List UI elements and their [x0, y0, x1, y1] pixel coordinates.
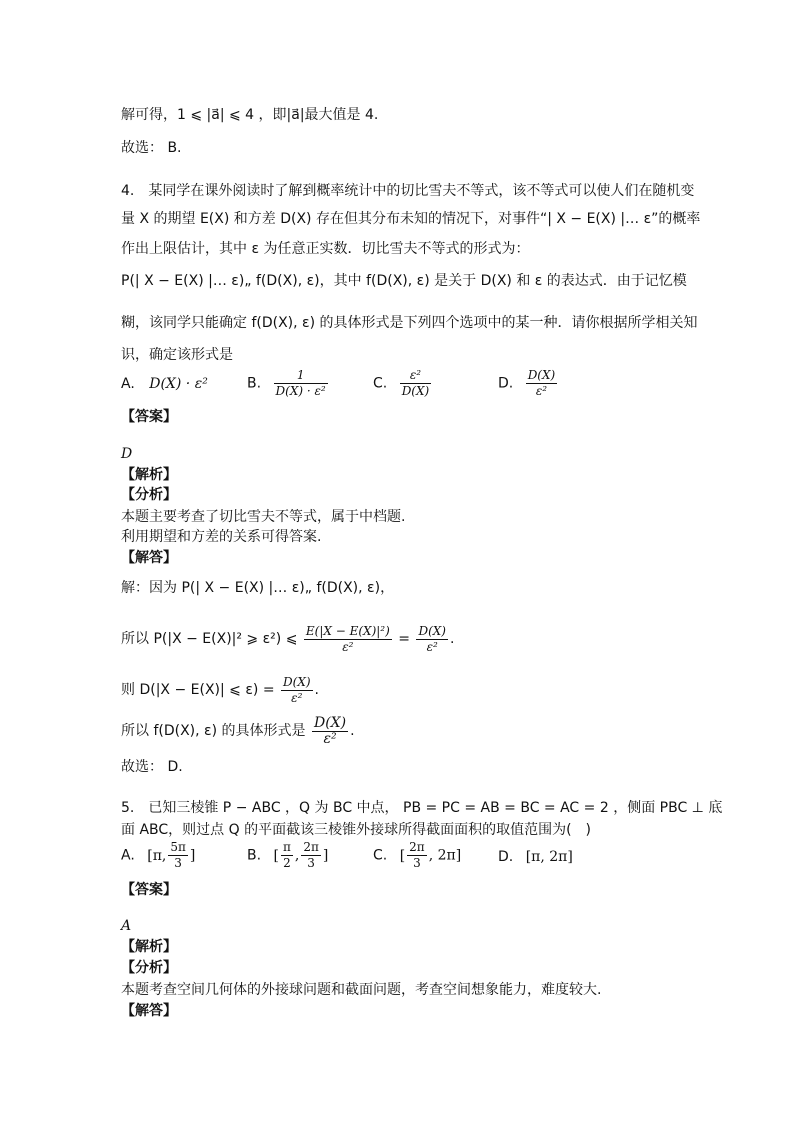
option-letter: B. [247, 375, 262, 392]
question-4-text: 作出上限估计，其中 ε 为任意正实数．切比雪夫不等式的形式为： [121, 241, 530, 257]
answer-value: D [121, 446, 133, 462]
solution-line: 所以 P(|X − E(X)|² ⩾ ε²) ⩽ $\frac{\text{E(|X − E(X)|²)}}{\text{ε²}}$ = $\frac{D(X)}{\text{ε²}}$ . [121, 623, 455, 654]
option-d [498, 368, 559, 399]
jieda-label: 【解答】 [121, 1003, 177, 1019]
fraction-denominator: 3 [307, 856, 315, 870]
fraction-numerator: D(X) [283, 674, 311, 689]
fraction [281, 675, 313, 706]
option-a [121, 376, 208, 392]
option-fraction [407, 840, 427, 871]
solution-line: 所以 f(D(X), ε) 的具体形式是 $\frac{D(X)}{\text{ε²}}$ . [121, 714, 355, 747]
equals-sign: = [398, 631, 410, 647]
question-5-text: 面 ABC，则过点 Q 的平面截该三棱锥外接球所得截面面积的取值范围为( ) [121, 822, 592, 838]
answer-label: 【答案】 [121, 882, 177, 898]
choice-line: 故选： D. [121, 759, 183, 775]
option-b [247, 368, 330, 399]
option-expr: [π, 2π] [525, 849, 573, 865]
fraction-denominator: ε² [342, 639, 354, 654]
fraction-denominator: 2 [283, 856, 291, 870]
solution-line: 解可得，1 ⩽ |a⃗| ⩽ 4 ，即|a⃗|最大值是 4. [121, 107, 379, 123]
fraction-numerator: D(X) [527, 368, 556, 382]
option-letter: A. [121, 847, 135, 864]
solution-text: 所以 P(|X − E(X)|² ⩾ ε²) ⩽ [121, 631, 298, 647]
solution-line: 则 D(|X − E(X)| ⩽ ε) = $\frac{D(X)}{\text{ε²}}$ . [121, 674, 319, 705]
analysis-label: 【解析】 [121, 467, 177, 483]
solution-text: 所以 f(D(X), ε) 的具体形式是 [121, 723, 306, 739]
fraction-numerator: 1 [274, 368, 328, 384]
question-4-text: P(| X − E(X) |… ε)„ f(D(X), ε)，其中 f(D(X), ε) 是关于 D(X) 和 ε 的表达式．由于记忆模 [121, 273, 687, 289]
question-4-text: 识，确定该形式是 [121, 347, 233, 363]
option-letter: C. [373, 847, 388, 864]
option-letter: B. [247, 847, 262, 864]
answer-value: A [121, 918, 132, 934]
option-letter: C. [373, 375, 388, 392]
fraction-numerator: 5π [170, 840, 186, 854]
fenxi-text: 本题考查空间几何体的外接球问题和截面问题，考查空间想象能力，难度较大. [121, 982, 602, 998]
fenxi-text: 本题主要考查了切比雪夫不等式，属于中档题. [121, 509, 406, 525]
option-bracket: , 2π] [428, 847, 462, 864]
fraction-numerator: D(X) [418, 623, 446, 638]
option-bracket: ] [189, 847, 196, 864]
option-c [373, 368, 433, 399]
question-4-text: 量 X 的期望 E(X) 和方差 D(X) 存在但其分布未知的情况下，对事件“| X − E(X) |… ε”的概率 [121, 211, 701, 227]
fraction [304, 624, 392, 655]
question-5-text: 5. 已知三棱锥 P − ABC ，Q 为 BC 中点， PB = PC = AB = BC = AC = 2 ，侧面 PBC ⊥ 底 [121, 800, 723, 816]
option-bracket: [π, [147, 847, 167, 864]
option-fraction [400, 368, 432, 399]
option-bracket: [ [273, 847, 279, 864]
option-fraction [301, 840, 321, 871]
fraction-denominator: D(X) · ε² [275, 384, 326, 398]
solution-text: 则 D(|X − E(X)| ⩽ ε) = [121, 682, 275, 698]
option-letter: D. [498, 849, 514, 865]
fraction-denominator: ε² [323, 730, 337, 747]
answer-label: 【答案】 [121, 409, 177, 425]
fraction-denominator: ε² [426, 639, 438, 654]
fraction-numerator: π [282, 840, 291, 854]
option-bracket: ] [322, 847, 329, 864]
option-separator: , [294, 847, 300, 864]
fenxi-label: 【分析】 [121, 960, 177, 976]
fraction [416, 624, 448, 655]
fraction-numerator: E(|X − E(X)|²) [305, 623, 390, 638]
fraction-denominator: 3 [413, 856, 421, 870]
fraction-denominator: ε² [535, 384, 548, 398]
fenxi-text: 利用期望和方差的关系可得答案. [121, 529, 322, 545]
option-fraction [281, 840, 293, 871]
option-b [247, 840, 328, 871]
choice-line: 故选： B. [121, 140, 182, 156]
solution-line: 解：因为 P(| X − E(X) |… ε)„ f(D(X), ε)， [121, 580, 395, 596]
fraction-numerator: D(X) [313, 714, 347, 731]
jieda-label: 【解答】 [121, 550, 177, 566]
option-c [373, 840, 461, 871]
option-letter: A. [121, 376, 135, 392]
option-letter: D. [498, 375, 514, 392]
analysis-label: 【解析】 [121, 939, 177, 955]
question-4-text: 4. 某同学在课外阅读时了解到概率统计中的切比雪夫不等式，该不等式可以使人们在随机变 [121, 183, 695, 199]
fraction-numerator: ε² [400, 368, 432, 384]
fraction-denominator: D(X) [401, 384, 430, 398]
option-expr: D(X) · ε² [149, 376, 208, 392]
question-4-text: 糊，该同学只能确定 f(D(X), ε) 的具体形式是下列四个选项中的某一种．请你根据所学相关知 [121, 315, 698, 331]
option-fraction [526, 368, 558, 399]
fraction [312, 716, 348, 747]
fraction-denominator: 3 [174, 856, 182, 870]
fenxi-label: 【分析】 [121, 487, 177, 503]
fraction-numerator: 2π [303, 840, 319, 854]
option-fraction [274, 368, 328, 399]
fraction-numerator: 2π [409, 840, 425, 854]
option-bracket: [ [399, 847, 406, 864]
option-d [498, 849, 573, 865]
fraction-denominator: ε² [291, 690, 303, 705]
option-fraction [168, 840, 188, 871]
option-a [121, 840, 195, 871]
